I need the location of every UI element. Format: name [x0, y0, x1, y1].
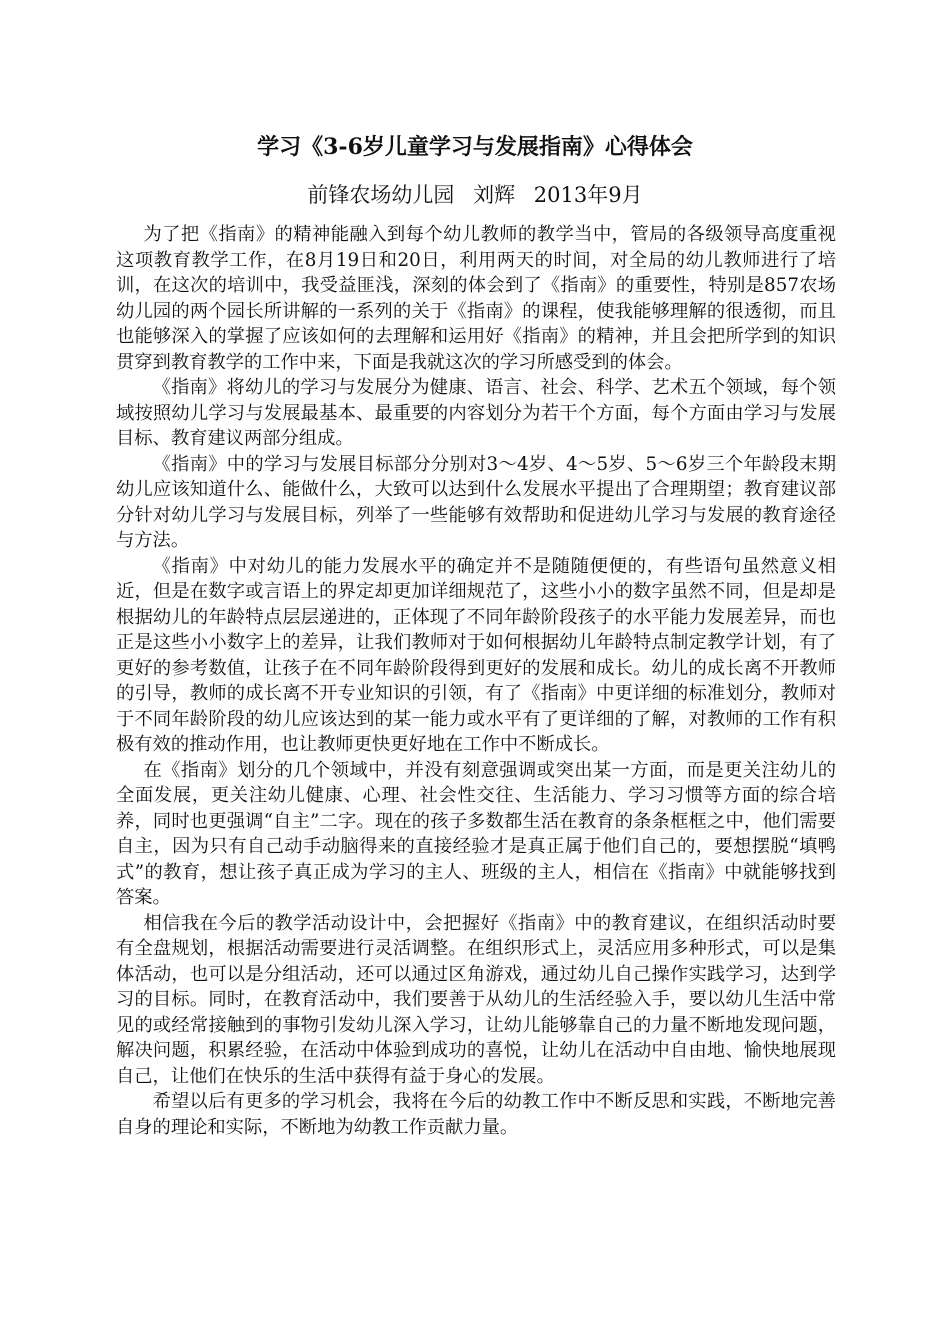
paragraph-5: 在《指南》划分的几个领域中，并没有刻意强调或突出某一方面，而是更关注幼儿的全面发展，更关注幼儿健康、心理、社会性交往、生活能力、学习习惯等方面的综合培养，同时也更强调“自主”二字。现在的孩子多数都生活在教育的条条框框之中，他们需要自主，因为只有自己动手动脑得来的直接经验才是真正属于他们自己的，要想摆脱“填鸭式”的教育，想让孩子真正成为学习的主人、班级的主人，相信在《指南》中就能够找到答案。 — [116, 759, 836, 908]
paragraph-7: 希望以后有更多的学习机会，我将在今后的幼教工作中不断反思和实践，不断地完善自身的理论和实际，不断地为幼教工作贡献力量。 — [116, 1091, 836, 1138]
author-organization: 前锋农场幼儿园 — [307, 183, 455, 207]
document-body — [116, 222, 836, 1140]
author-name: 刘辉 — [473, 183, 516, 207]
paragraph-4: 《指南》中对幼儿的能力发展水平的确定并不是随随便便的，有些语句虽然意义相近，但是在数字或言语上的界定却更加详细规范了，这些小小的数字虽然不同，但是却是根据幼儿的年龄特点层层递进的，正体现了不同年龄阶段孩子的水平能力发展差异，而也正是这些小小数字上的差异，让我们教师对于如何根据幼儿年龄特点制定教学计划，有了更好的参考数值，让孩子在不同年龄阶段得到更好的发展和成长。幼儿的成长离不开教师的引导，教师的成长离不开专业知识的引领，有了《指南》中更详细的标准划分，教师对于不同年龄阶段的幼儿应该达到的某一能力或水平有了更详细的了解，对教师的工作有积极有效的推动作用，也让教师更快更好地在工作中不断成长。 — [116, 555, 836, 755]
paragraph-1: 为了把《指南》的精神能融入到每个幼儿教师的教学当中，管局的各级领导高度重视这项教育教学工作，在8月19日和20日，利用两天的时间，对全局的幼儿教师进行了培训，在这次的培训中，我受益匪浅，深刻的体会到了《指南》的重要性，特别是857农场幼儿园的两个园长所讲解的一系列的关于《指南》的课程，使我能够理解的很透彻，而且也能够深入的掌握了应该如何的去理解和运用好《指南》的精神，并且会把所学到的知识贯穿到教育教学的工作中来，下面是我就这次的学习所感受到的体会。 — [116, 224, 836, 373]
paragraph-3: 《指南》中的学习与发展目标部分分别对3～4岁、4～5岁、5～6岁三个年龄段末期幼儿应该知道什么、能做什么，大致可以达到什么发展水平提出了合理期望；教育建议部分针对幼儿学习与发展目标，列举了一些能够有效帮助和促进幼儿学习与发展的教育途径与方法。 — [116, 453, 836, 551]
paragraph-6: 相信我在今后的教学活动设计中，会把握好《指南》中的教育建议，在组织活动时要有全盘规划，根据活动需要进行灵活调整。在组织形式上，灵活应用多种形式，可以是集体活动，也可以是分组活动，还可以通过区角游戏，通过幼儿自己操作实践学习，达到学习的目标。同时，在教育活动中，我们要善于从幼儿的生活经验入手，要以幼儿生活中常见的或经常接触到的事物引发幼儿深入学习，让幼儿能够靠自己的力量不断地发现问题，解决问题，积累经验，在活动中体验到成功的喜悦，让幼儿在活动中自由地、愉快地展现自己，让他们在快乐的生活中获得有益于身心的发展。 — [116, 912, 836, 1087]
document-byline — [0, 178, 950, 212]
document-title: 学习《3-6岁儿童学习与发展指南》心得体会 — [257, 134, 693, 160]
document-date: 2013年9月 — [533, 183, 643, 207]
paragraph-2: 《指南》将幼儿的学习与发展分为健康、语言、社会、科学、艺术五个领域，每个领域按照幼儿学习与发展最基本、最重要的内容划分为若干个方面，每个方面由学习与发展目标、教育建议两部分组成。 — [116, 377, 836, 449]
